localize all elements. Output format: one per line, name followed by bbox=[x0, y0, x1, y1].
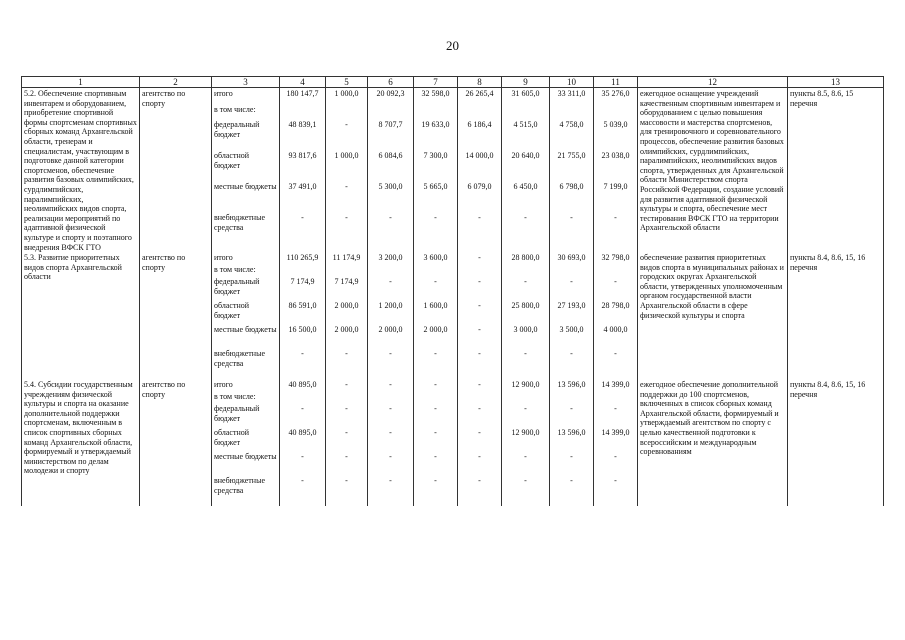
funding-value bbox=[368, 105, 414, 120]
funding-value: 3 000,0 bbox=[502, 325, 550, 349]
funding-value: 1 200,0 bbox=[368, 301, 414, 325]
funding-value bbox=[280, 392, 326, 404]
funding-source-label: областной бюджет bbox=[212, 151, 280, 182]
spacer-cell bbox=[458, 500, 502, 506]
funding-value: 20 640,0 bbox=[502, 151, 550, 182]
funding-value: - bbox=[594, 349, 638, 373]
funding-value: 13 596,0 bbox=[550, 379, 594, 392]
spacer-cell bbox=[326, 244, 368, 252]
funding-value: - bbox=[502, 404, 550, 428]
funding-value: 5 665,0 bbox=[414, 182, 458, 213]
funding-value: 31 605,0 bbox=[502, 88, 550, 105]
funding-value: 11 174,9 bbox=[326, 252, 368, 265]
column-number: 6 bbox=[368, 77, 414, 88]
funding-value: - bbox=[502, 476, 550, 500]
executor-cell: агентство по спорту bbox=[140, 379, 212, 506]
spacer-cell bbox=[594, 500, 638, 506]
funding-value: - bbox=[458, 325, 502, 349]
funding-value: - bbox=[326, 120, 368, 151]
funding-value: 28 798,0 bbox=[594, 301, 638, 325]
funding-value: 6 186,4 bbox=[458, 120, 502, 151]
funding-value: 35 276,0 bbox=[594, 88, 638, 105]
funding-value: 6 084,6 bbox=[368, 151, 414, 182]
funding-value: 4 000,0 bbox=[594, 325, 638, 349]
table-row bbox=[22, 88, 884, 105]
spacer-cell bbox=[326, 500, 368, 506]
funding-value: - bbox=[502, 213, 550, 244]
funding-value: - bbox=[326, 428, 368, 452]
funding-value: 26 265,4 bbox=[458, 88, 502, 105]
funding-value: 6 079,0 bbox=[458, 182, 502, 213]
funding-value bbox=[502, 265, 550, 277]
funding-value: - bbox=[414, 277, 458, 301]
funding-value bbox=[280, 105, 326, 120]
funding-value: 110 265,9 bbox=[280, 252, 326, 265]
funding-value bbox=[326, 392, 368, 404]
funding-value: 13 596,0 bbox=[550, 428, 594, 452]
spacer-cell bbox=[280, 244, 326, 252]
funding-source-label: областной бюджет bbox=[212, 301, 280, 325]
funding-value bbox=[594, 392, 638, 404]
funding-value: 2 000,0 bbox=[414, 325, 458, 349]
funding-value: - bbox=[458, 428, 502, 452]
funding-value: - bbox=[280, 349, 326, 373]
column-number: 5 bbox=[326, 77, 368, 88]
column-number: 2 bbox=[140, 77, 212, 88]
funding-source-label: в том числе: bbox=[212, 265, 280, 277]
funding-value: 16 500,0 bbox=[280, 325, 326, 349]
spacer-cell bbox=[594, 244, 638, 252]
funding-value: 8 707,7 bbox=[368, 120, 414, 151]
funding-value: - bbox=[550, 476, 594, 500]
funding-value: 7 300,0 bbox=[414, 151, 458, 182]
funding-source-label: местные бюджеты bbox=[212, 182, 280, 213]
funding-value: 3 600,0 bbox=[414, 252, 458, 265]
funding-source-label: федеральный бюджет bbox=[212, 404, 280, 428]
funding-value: - bbox=[502, 452, 550, 476]
spacer-cell bbox=[212, 244, 280, 252]
indicator-reference-cell: пункты 8.4, 8.6, 15, 16 перечня bbox=[788, 252, 884, 379]
funding-value: 40 895,0 bbox=[280, 428, 326, 452]
column-number: 3 bbox=[212, 77, 280, 88]
funding-value bbox=[326, 265, 368, 277]
funding-value bbox=[550, 392, 594, 404]
funding-value: - bbox=[458, 301, 502, 325]
funding-value bbox=[368, 392, 414, 404]
funding-value: 5 300,0 bbox=[368, 182, 414, 213]
funding-value bbox=[594, 105, 638, 120]
funding-source-label: внебюджетные средства bbox=[212, 349, 280, 373]
funding-value bbox=[414, 392, 458, 404]
column-number: 11 bbox=[594, 77, 638, 88]
funding-value: - bbox=[368, 452, 414, 476]
funding-value: - bbox=[458, 349, 502, 373]
funding-source-label: итого bbox=[212, 379, 280, 392]
expected-result-cell: ежегодное оснащение учреждений качественным спортивным инвентарем и оборудованием с целью повышения массовости и мастерства спортсменов, для тренировочного и соревновательного процессов, обеспечение развития базовых олимпийских, сурдлимпийских, паралимпийских, неолимпийских видов спорта, утвержденных для Архангельской области Министерством спорта Российской Федерации, создание условий для развития адаптивной физической культуры и спорта, обеспечение мест тестирования ВФСК ГТО на территории Архангельской области bbox=[638, 88, 788, 253]
funding-value: 32 798,0 bbox=[594, 252, 638, 265]
funding-value bbox=[326, 105, 368, 120]
funding-value: - bbox=[414, 428, 458, 452]
funding-source-label: местные бюджеты bbox=[212, 452, 280, 476]
funding-source-label: федеральный бюджет bbox=[212, 120, 280, 151]
funding-value: 30 693,0 bbox=[550, 252, 594, 265]
funding-value bbox=[550, 105, 594, 120]
funding-value: 48 839,1 bbox=[280, 120, 326, 151]
spacer-cell bbox=[550, 500, 594, 506]
funding-value: 33 311,0 bbox=[550, 88, 594, 105]
funding-source-label: внебюджетные средства bbox=[212, 213, 280, 244]
funding-value: - bbox=[280, 404, 326, 428]
column-number: 12 bbox=[638, 77, 788, 88]
funding-value: 6 798,0 bbox=[550, 182, 594, 213]
funding-value: - bbox=[594, 404, 638, 428]
funding-value: - bbox=[550, 277, 594, 301]
funding-value: 14 399,0 bbox=[594, 428, 638, 452]
funding-value: 27 193,0 bbox=[550, 301, 594, 325]
funding-value: 7 174,9 bbox=[326, 277, 368, 301]
table-row bbox=[22, 379, 884, 392]
column-number: 13 bbox=[788, 77, 884, 88]
funding-value: 180 147,7 bbox=[280, 88, 326, 105]
funding-value: - bbox=[594, 476, 638, 500]
funding-value: - bbox=[414, 476, 458, 500]
funding-value: 40 895,0 bbox=[280, 379, 326, 392]
funding-value: 1 000,0 bbox=[326, 151, 368, 182]
funding-source-label: в том числе: bbox=[212, 105, 280, 120]
funding-source-label: местные бюджеты bbox=[212, 325, 280, 349]
expected-result-cell: обеспечение развития приоритетных видов спорта в муниципальных районах и городских округах Архангельской области, утвержденных уполномоченным органом государственной власти Архангельской области в сфере физической культуры и спорта bbox=[638, 252, 788, 379]
column-number-row bbox=[22, 77, 884, 88]
funding-value: - bbox=[594, 452, 638, 476]
funding-value: - bbox=[414, 213, 458, 244]
funding-value: - bbox=[414, 379, 458, 392]
funding-source-label: федеральный бюджет bbox=[212, 277, 280, 301]
column-number: 10 bbox=[550, 77, 594, 88]
funding-value: 1 600,0 bbox=[414, 301, 458, 325]
spacer-cell bbox=[502, 500, 550, 506]
funding-value: - bbox=[550, 213, 594, 244]
funding-value: - bbox=[326, 213, 368, 244]
funding-value: 93 817,6 bbox=[280, 151, 326, 182]
column-number: 1 bbox=[22, 77, 140, 88]
funding-value: - bbox=[458, 476, 502, 500]
funding-value: - bbox=[326, 476, 368, 500]
column-number: 8 bbox=[458, 77, 502, 88]
funding-value: 12 900,0 bbox=[502, 379, 550, 392]
funding-value: - bbox=[458, 252, 502, 265]
funding-value: - bbox=[368, 349, 414, 373]
funding-value: 6 450,0 bbox=[502, 182, 550, 213]
spacer-cell bbox=[414, 244, 458, 252]
activity-name-cell: 5.3. Развитие приоритетных видов спорта Архангельской области bbox=[22, 252, 140, 379]
activity-name-cell: 5.4. Субсидии государственным учреждениям физической культуры и спорта на оказание дополнительной поддержки спортсменам, включенным в список спортивных сборных команд Архангельской области, формируемый и утверждаемый министерством по делам молодежи и спорту bbox=[22, 379, 140, 506]
executor-cell: агентство по спорту bbox=[140, 252, 212, 379]
funding-value: - bbox=[594, 277, 638, 301]
funding-value: 14 399,0 bbox=[594, 379, 638, 392]
funding-value: 5 039,0 bbox=[594, 120, 638, 151]
funding-value: 12 900,0 bbox=[502, 428, 550, 452]
funding-value: - bbox=[368, 404, 414, 428]
funding-value: - bbox=[326, 404, 368, 428]
column-number: 4 bbox=[280, 77, 326, 88]
funding-value: - bbox=[458, 213, 502, 244]
funding-value: - bbox=[502, 349, 550, 373]
spacer-cell bbox=[502, 244, 550, 252]
column-number: 9 bbox=[502, 77, 550, 88]
column-number: 7 bbox=[414, 77, 458, 88]
funding-value: - bbox=[414, 452, 458, 476]
funding-value: - bbox=[458, 379, 502, 392]
funding-value: - bbox=[414, 349, 458, 373]
page-number: 20 bbox=[446, 38, 459, 53]
funding-value: 28 800,0 bbox=[502, 252, 550, 265]
funding-value: - bbox=[280, 452, 326, 476]
funding-value: - bbox=[414, 404, 458, 428]
funding-value: 37 491,0 bbox=[280, 182, 326, 213]
funding-value: 2 000,0 bbox=[326, 301, 368, 325]
funding-value bbox=[280, 265, 326, 277]
funding-value: - bbox=[458, 452, 502, 476]
funding-value: 2 000,0 bbox=[326, 325, 368, 349]
funding-value bbox=[502, 105, 550, 120]
table-row bbox=[22, 252, 884, 265]
funding-value: - bbox=[368, 213, 414, 244]
funding-source-label: в том числе: bbox=[212, 392, 280, 404]
funding-value: - bbox=[326, 182, 368, 213]
table-body bbox=[22, 88, 884, 507]
funding-value bbox=[502, 392, 550, 404]
funding-value: 7 199,0 bbox=[594, 182, 638, 213]
funding-value: 4 758,0 bbox=[550, 120, 594, 151]
funding-value: - bbox=[368, 379, 414, 392]
funding-value: - bbox=[550, 404, 594, 428]
funding-value: 3 500,0 bbox=[550, 325, 594, 349]
funding-value: 4 515,0 bbox=[502, 120, 550, 151]
funding-value bbox=[414, 105, 458, 120]
funding-value: - bbox=[458, 404, 502, 428]
spacer-cell bbox=[458, 244, 502, 252]
indicator-reference-cell: пункты 8.5, 8.6, 15 перечня bbox=[788, 88, 884, 253]
funding-value: - bbox=[458, 277, 502, 301]
spacer-cell bbox=[550, 244, 594, 252]
funding-value: - bbox=[502, 277, 550, 301]
funding-value: 23 038,0 bbox=[594, 151, 638, 182]
spacer-cell bbox=[280, 500, 326, 506]
funding-source-label: итого bbox=[212, 88, 280, 105]
funding-value: - bbox=[550, 349, 594, 373]
funding-value: 3 200,0 bbox=[368, 252, 414, 265]
funding-value: - bbox=[368, 476, 414, 500]
funding-value: - bbox=[326, 452, 368, 476]
funding-value: 19 633,0 bbox=[414, 120, 458, 151]
spacer-cell bbox=[368, 244, 414, 252]
funding-value bbox=[458, 392, 502, 404]
funding-source-label: итого bbox=[212, 252, 280, 265]
funding-value: - bbox=[550, 452, 594, 476]
funding-value bbox=[594, 265, 638, 277]
funding-value bbox=[368, 265, 414, 277]
funding-value: 25 800,0 bbox=[502, 301, 550, 325]
funding-value: 21 755,0 bbox=[550, 151, 594, 182]
program-table bbox=[21, 76, 884, 506]
funding-value: - bbox=[326, 349, 368, 373]
funding-source-label: областной бюджет bbox=[212, 428, 280, 452]
funding-value bbox=[458, 265, 502, 277]
funding-value bbox=[550, 265, 594, 277]
executor-cell: агентство по спорту bbox=[140, 88, 212, 253]
funding-value: - bbox=[280, 213, 326, 244]
funding-value: 2 000,0 bbox=[368, 325, 414, 349]
funding-source-label: внебюджетные средства bbox=[212, 476, 280, 500]
spacer-cell bbox=[414, 500, 458, 506]
funding-value: - bbox=[326, 379, 368, 392]
funding-value bbox=[458, 105, 502, 120]
funding-value: - bbox=[280, 476, 326, 500]
funding-value: 86 591,0 bbox=[280, 301, 326, 325]
funding-value: - bbox=[368, 428, 414, 452]
funding-value: - bbox=[594, 213, 638, 244]
funding-value: 1 000,0 bbox=[326, 88, 368, 105]
funding-value: 14 000,0 bbox=[458, 151, 502, 182]
funding-value: - bbox=[368, 277, 414, 301]
funding-value bbox=[414, 265, 458, 277]
indicator-reference-cell: пункты 8.4, 8.6, 15, 16 перечня bbox=[788, 379, 884, 506]
funding-value: 32 598,0 bbox=[414, 88, 458, 105]
funding-value: 7 174,9 bbox=[280, 277, 326, 301]
funding-value: 20 092,3 bbox=[368, 88, 414, 105]
spacer-cell bbox=[212, 500, 280, 506]
activity-name-cell: 5.2. Обеспечение спортивным инвентарем и оборудованием, приобретение спортивной формы спортсменам спортивных сборных команд Архангельской области, тренерам и специалистам, участвующим в подготовке данной категории спортсменов, обеспечение развития базовых олимпийских, сурдлимпийских, паралимпийских, неолимпийских видов спорта, реализации мероприятий по адаптивной физической культуре и спорту и поэтапного внедрения ВФСК ГТО bbox=[22, 88, 140, 253]
expected-result-cell: ежегодное обеспечение дополнительной поддержки до 100 спортсменов, включенных в список сборных команд Архангельской области, формируемый и утверждаемый агентством по спорту с целью качественной подготовки к всероссийским и международным соревнованиям bbox=[638, 379, 788, 506]
spacer-cell bbox=[368, 500, 414, 506]
